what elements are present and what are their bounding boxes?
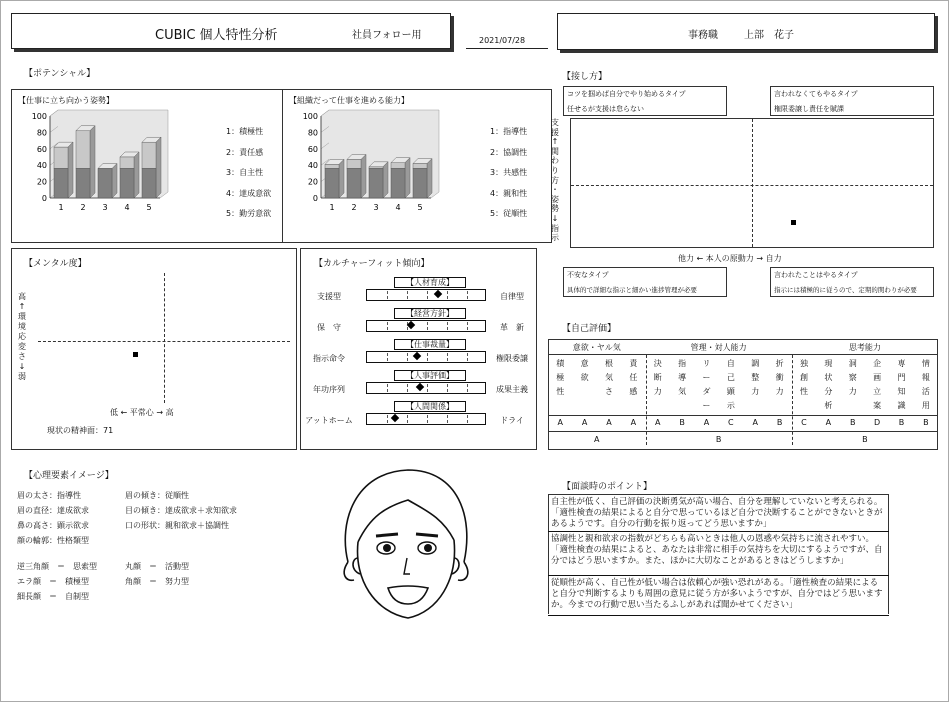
title-box bbox=[11, 13, 451, 49]
chart2-ytick: 0 bbox=[312, 194, 318, 203]
chart2-xtick: 4 bbox=[395, 203, 401, 212]
self-eval-item-char: 導 bbox=[678, 373, 687, 382]
self-eval-grade: A bbox=[752, 418, 758, 427]
chart1-bar bbox=[54, 147, 68, 168]
self-eval-item-char: 創 bbox=[799, 373, 808, 382]
chart1-xtick: 1 bbox=[58, 203, 64, 212]
axis-char: 姿 bbox=[551, 194, 559, 204]
culture-tick bbox=[467, 291, 468, 299]
culture-scale bbox=[366, 351, 486, 363]
self-eval-item-char: 整 bbox=[751, 373, 760, 382]
psych-item: 目の傾き：達成欲求＋求知欲求 bbox=[125, 506, 237, 515]
approach-tl-box bbox=[563, 86, 727, 116]
interview-section-title: 【面談時のポイント】 bbox=[562, 482, 653, 492]
mental-status: 現状の精神面：71 bbox=[47, 426, 114, 435]
page-title: CUBIC 個人特性分析 bbox=[155, 28, 278, 43]
chart1-ytick: 0 bbox=[41, 194, 47, 203]
self-eval-item-char: 察 bbox=[848, 373, 857, 382]
chart1-ytick: 60 bbox=[36, 144, 47, 154]
psych-item: 眉の傾き：従順性 bbox=[125, 491, 189, 500]
culture-marker bbox=[391, 414, 399, 422]
chart2-xtick: 2 bbox=[351, 203, 357, 212]
culture-left-label: 支援型 bbox=[317, 292, 341, 301]
culture-left-label: 指示命令 bbox=[313, 354, 345, 363]
self-eval-item-char: 力 bbox=[751, 387, 760, 396]
self-eval-group: 管理・対人能力 bbox=[690, 343, 747, 352]
approach-br-desc: 指示には積極的に従うので、定期的関わりが必要 bbox=[774, 286, 917, 294]
culture-category: 【経営方針】 bbox=[394, 308, 466, 319]
chart2-bar-side bbox=[339, 159, 344, 198]
self-eval-item-char: 力 bbox=[775, 387, 784, 396]
self-eval-grade: B bbox=[898, 418, 905, 427]
culture-tick bbox=[387, 384, 388, 392]
chart2-bar-base bbox=[347, 168, 361, 198]
self-eval-item-char: 己 bbox=[726, 373, 735, 382]
axis-char: ↓ bbox=[551, 213, 559, 223]
chart1-ytick: 80 bbox=[36, 128, 47, 138]
culture-tick bbox=[447, 384, 448, 392]
person-name: 上部 花子 bbox=[744, 30, 794, 41]
chart-organization bbox=[295, 106, 445, 218]
axis-char: 指 bbox=[551, 223, 559, 233]
axis-char: 示 bbox=[551, 233, 559, 243]
self-eval-item-char: 気 bbox=[604, 373, 613, 382]
chart-attitude bbox=[24, 106, 174, 218]
approach-bl-title: 不安なタイプ bbox=[567, 271, 609, 279]
psych-item: エラ顔 ＝ 積極型 bbox=[17, 577, 89, 586]
self-eval-item-char: 情 bbox=[921, 359, 930, 368]
chart1-bar-base bbox=[120, 168, 134, 198]
culture-scale bbox=[366, 413, 486, 425]
chart1-bar-side bbox=[112, 163, 117, 198]
culture-right-label: ドライ bbox=[500, 416, 524, 425]
approach-v-axis bbox=[752, 119, 753, 247]
axis-char: 勢 bbox=[551, 204, 559, 214]
self-eval-item-char: 顕 bbox=[726, 387, 735, 396]
axis-char: ↑ bbox=[551, 137, 559, 147]
culture-tick bbox=[387, 353, 388, 361]
chart2-xtick: 1 bbox=[329, 203, 335, 212]
self-eval-item-char: 独 bbox=[799, 359, 808, 368]
self-eval-grade: B bbox=[849, 418, 856, 427]
self-eval-item-char: 知 bbox=[897, 387, 906, 396]
chart1-ytick: 20 bbox=[36, 177, 47, 187]
self-eval-item-char: 用 bbox=[921, 401, 930, 410]
self-eval-item-char: 現 bbox=[824, 359, 833, 368]
culture-tick bbox=[427, 384, 428, 392]
self-eval-group-grade: B bbox=[862, 435, 868, 444]
self-eval-item-char: 決 bbox=[653, 359, 662, 368]
self-eval-group: 意欲・ヤル気 bbox=[572, 343, 621, 352]
chart1-bar-base bbox=[98, 168, 112, 198]
self-eval-grade: D bbox=[873, 418, 881, 427]
chart2-bar bbox=[325, 164, 339, 168]
self-eval-item-char: 欲 bbox=[580, 373, 589, 382]
chart2-ytick: 20 bbox=[307, 177, 318, 187]
self-eval-item-char: 性 bbox=[556, 387, 565, 396]
chart1-xtick: 2 bbox=[80, 203, 86, 212]
psych-item: 角顔 ＝ 努力型 bbox=[125, 577, 189, 586]
face-eyebrows bbox=[376, 534, 438, 536]
face-nose bbox=[404, 558, 410, 574]
self-eval-item-char: 報 bbox=[921, 373, 930, 382]
psych-item: 眉の直径：達成欲求 bbox=[17, 506, 89, 515]
self-eval-item-char: 積 bbox=[556, 359, 565, 368]
psych-item: 丸顔 ＝ 活動型 bbox=[125, 562, 189, 571]
chart2-title: 【組織だって仕事を進める能力】 bbox=[289, 96, 409, 105]
culture-category: 【人事評価】 bbox=[394, 370, 466, 381]
axis-char: 方 bbox=[551, 175, 559, 185]
self-eval-item-char: 折 bbox=[775, 359, 784, 368]
self-eval-item-char: 指 bbox=[678, 359, 687, 368]
psych-right-list bbox=[125, 488, 237, 533]
face-mouth bbox=[388, 586, 428, 604]
self-eval-item-char: 意 bbox=[580, 359, 589, 368]
mental-marker bbox=[133, 352, 138, 357]
self-eval-item-char: 門 bbox=[897, 373, 906, 382]
self-eval-grade: C bbox=[728, 418, 734, 427]
axis-char: 弱 bbox=[18, 372, 26, 381]
culture-tick bbox=[387, 415, 388, 423]
approach-tl-title: コツを掴めば自分でやり始めるタイプ bbox=[567, 90, 686, 98]
approach-bl-box bbox=[563, 267, 727, 297]
chart1-bar-base bbox=[54, 168, 68, 198]
self-eval-item-char: 識 bbox=[897, 401, 906, 410]
self-eval-item-char: さ bbox=[604, 387, 613, 396]
culture-category: 【人間関係】 bbox=[394, 401, 466, 412]
chart2-xtick: 3 bbox=[373, 203, 379, 212]
self-eval-grade: A bbox=[557, 418, 563, 427]
legend-item: 4：達成意欲 bbox=[226, 188, 272, 198]
chart2-ytick: 80 bbox=[307, 128, 318, 138]
culture-tick bbox=[387, 291, 388, 299]
culture-category: 【仕事裁量】 bbox=[394, 339, 466, 350]
mental-v-axis bbox=[164, 273, 165, 403]
self-eval-grade: A bbox=[825, 418, 832, 427]
self-eval-item-char: 力 bbox=[848, 387, 857, 396]
interview-point: 自主性が低く、自己評価の決断勇気が高い場合、自分を理解していないと考えられる。「適性検査の結果によると自分で思っているほど自分で決断することができないときがあるようです。自分の行動を振り返ってどう思いますか」 bbox=[548, 495, 889, 532]
self-eval-item-char: ダ bbox=[702, 387, 711, 396]
face-outline bbox=[353, 540, 459, 618]
chart1-bar-side bbox=[90, 126, 95, 198]
axis-char: ↑ bbox=[18, 302, 26, 311]
approach-tr-title: 言われなくてもやるタイプ bbox=[774, 90, 858, 98]
axis-char: 援 bbox=[551, 127, 559, 137]
self-eval-item-char: 企 bbox=[873, 359, 882, 368]
self-eval-grade: B bbox=[679, 418, 685, 427]
approach-x-axis: 他力 ← 本人の原動力 → 自力 bbox=[678, 254, 782, 263]
legend-item: 1：積極性 bbox=[226, 127, 264, 136]
self-eval-item-char: 活 bbox=[921, 387, 930, 396]
chart2-bar-base bbox=[369, 168, 383, 198]
approach-h-axis bbox=[571, 185, 933, 186]
culture-tick bbox=[407, 384, 408, 392]
culture-tick bbox=[387, 322, 388, 330]
psych-section-title: 【心理要素イメージ】 bbox=[24, 471, 114, 481]
culture-tick bbox=[447, 291, 448, 299]
self-eval-item-char: 状 bbox=[824, 373, 833, 382]
culture-left-label: 年功序列 bbox=[313, 385, 345, 394]
chart2-legend bbox=[490, 126, 527, 229]
culture-tick bbox=[427, 415, 428, 423]
self-eval-item-char: 調 bbox=[751, 359, 760, 368]
chart2-ytick: 60 bbox=[307, 144, 318, 154]
culture-tick bbox=[407, 415, 408, 423]
chart2-ytick: 40 bbox=[307, 161, 318, 171]
psych-item: 口の形状：親和欲求＋協調性 bbox=[125, 521, 229, 530]
culture-marker bbox=[412, 352, 420, 360]
axis-char: 関 bbox=[551, 146, 559, 156]
self-eval-grade: A bbox=[630, 418, 637, 427]
approach-br-title: 言われたことはやるタイプ bbox=[774, 271, 858, 279]
chart2-bar-side bbox=[427, 159, 432, 198]
self-eval-rule bbox=[548, 415, 938, 416]
dept-label: 事務職 bbox=[688, 30, 718, 41]
chart2-bar-side bbox=[383, 162, 388, 198]
axis-char: 境 bbox=[18, 322, 26, 331]
axis-char: 変 bbox=[18, 342, 26, 351]
legend-item: 3：自主性 bbox=[226, 168, 264, 177]
self-eval-item-char: ー bbox=[702, 373, 711, 382]
culture-marker bbox=[434, 290, 442, 298]
date-field bbox=[466, 34, 548, 49]
psych-item: 顔の輪郭：性格類型 bbox=[17, 536, 89, 545]
self-eval-item-char: 性 bbox=[799, 387, 808, 396]
self-eval-group: 思考能力 bbox=[848, 343, 881, 352]
self-eval-item-char: ー bbox=[702, 401, 711, 410]
mental-x-axis: 低 ← 平常心 → 高 bbox=[110, 408, 174, 417]
legend-item: 1：指導性 bbox=[490, 127, 528, 136]
axis-char: 高 bbox=[18, 292, 26, 301]
date-value: 2021/07/28 bbox=[479, 36, 526, 45]
culture-tick bbox=[427, 353, 428, 361]
chart2-bar-side bbox=[361, 154, 366, 198]
self-eval-item-char: 専 bbox=[897, 359, 906, 368]
culture-scale bbox=[366, 382, 486, 394]
legend-item: 5：勤労意欲 bbox=[226, 209, 272, 218]
approach-section-title: 【接し方】 bbox=[562, 72, 608, 82]
self-eval-item-char: 析 bbox=[824, 401, 833, 410]
self-eval-item-char: 分 bbox=[824, 387, 833, 396]
culture-marker bbox=[416, 383, 424, 391]
self-eval-item-char: 極 bbox=[556, 373, 565, 382]
culture-right-label: 権限委譲 bbox=[496, 354, 528, 363]
culture-tick bbox=[407, 353, 408, 361]
chart2-bar bbox=[413, 164, 427, 169]
chart2-bar-base bbox=[325, 168, 339, 198]
legend-item: 2：協調性 bbox=[490, 147, 528, 157]
axis-char: ↓ bbox=[18, 362, 26, 371]
approach-bl-desc: 具体的で詳細な指示と細かい進捗管理が必要 bbox=[567, 286, 697, 294]
chart1-ytick: 40 bbox=[36, 161, 47, 171]
approach-tr-box bbox=[770, 86, 934, 116]
approach-tr-desc: 権限委譲し責任を賦課 bbox=[774, 105, 844, 113]
self-eval-grade: C bbox=[801, 418, 807, 427]
psych-item: 眉の太さ：指導性 bbox=[17, 491, 81, 500]
chart2-xtick: 5 bbox=[417, 203, 423, 212]
axis-char: 環 bbox=[18, 312, 26, 321]
person-box bbox=[557, 13, 935, 50]
approach-y-axis bbox=[550, 118, 560, 243]
self-eval-item-char: 感 bbox=[629, 387, 638, 396]
chart1-bar bbox=[142, 142, 156, 168]
potential-section-title: 【ポテンシャル】 bbox=[24, 69, 96, 79]
self-eval-item-char: 立 bbox=[873, 387, 882, 396]
approach-grid bbox=[570, 118, 934, 248]
psych-left-list bbox=[17, 488, 89, 548]
chart1-bar-side bbox=[68, 142, 73, 198]
legend-item: 5：従順性 bbox=[490, 209, 528, 218]
self-eval-group-grade: B bbox=[715, 435, 722, 444]
self-eval-grade: A bbox=[703, 418, 710, 427]
approach-tl-desc: 任せるが支援は怠らない bbox=[567, 105, 644, 113]
self-eval-grade: B bbox=[776, 418, 783, 427]
chart2-bar-base bbox=[413, 168, 427, 198]
self-eval-rule bbox=[548, 354, 938, 355]
self-eval-item-char: 力 bbox=[653, 387, 662, 396]
chart1-bar-side bbox=[134, 152, 139, 198]
culture-tick bbox=[467, 415, 468, 423]
axis-char: 支 bbox=[551, 118, 559, 127]
legend-item: 2：責任感 bbox=[226, 147, 264, 157]
self-eval-item-char: 示 bbox=[726, 401, 735, 410]
potential-divider bbox=[282, 89, 283, 243]
culture-right-label: 成果主義 bbox=[496, 385, 528, 394]
self-eval-item-char: 断 bbox=[653, 373, 662, 382]
axis-char: り bbox=[551, 165, 559, 175]
culture-left-label: 保 守 bbox=[317, 323, 341, 332]
axis-char: ・ bbox=[551, 185, 559, 195]
chart1-xtick: 5 bbox=[146, 203, 152, 212]
culture-tick bbox=[427, 322, 428, 330]
culture-tick bbox=[407, 291, 408, 299]
self-eval-item-char: 気 bbox=[678, 387, 687, 396]
mental-y-axis bbox=[16, 292, 28, 382]
face-illustration bbox=[330, 462, 480, 632]
self-eval-section-title: 【自己評価】 bbox=[562, 324, 617, 334]
culture-tick bbox=[447, 353, 448, 361]
culture-tick bbox=[447, 415, 448, 423]
self-eval-item-char: 画 bbox=[873, 373, 882, 382]
culture-section-title: 【カルチャーフィット傾向】 bbox=[314, 259, 430, 269]
chart1-bar-base bbox=[142, 168, 156, 198]
chart1-bar bbox=[120, 157, 134, 168]
culture-tick bbox=[467, 384, 468, 392]
face-eyes bbox=[377, 542, 436, 554]
culture-left-label: アットホーム bbox=[305, 416, 353, 425]
self-eval-grade: A bbox=[606, 418, 612, 427]
chart2-bar-side bbox=[405, 158, 410, 198]
self-eval-grade: A bbox=[581, 418, 588, 427]
chart1-xtick: 4 bbox=[124, 203, 130, 212]
mental-section-title: 【メンタル度】 bbox=[24, 259, 87, 269]
culture-scale bbox=[366, 320, 486, 332]
approach-br-box bbox=[770, 267, 934, 297]
culture-right-label: 自律型 bbox=[500, 292, 524, 301]
self-eval-item-char: 衝 bbox=[775, 373, 784, 382]
axis-char: わ bbox=[551, 156, 559, 166]
chart2-ytick: 100 bbox=[302, 112, 318, 121]
self-eval-rule bbox=[548, 431, 938, 432]
psych-types-left bbox=[17, 559, 97, 604]
chart1-bar-side bbox=[156, 137, 161, 198]
self-eval-item-char: 自 bbox=[726, 359, 735, 368]
chart1-title: 【仕事に立ち向かう姿勢】 bbox=[18, 96, 114, 105]
culture-tick bbox=[427, 291, 428, 299]
chart2-bar bbox=[347, 159, 361, 168]
chart2-bar bbox=[391, 163, 405, 169]
psych-types-right bbox=[125, 559, 189, 589]
self-eval-item-char: 案 bbox=[873, 401, 882, 410]
self-eval-item-char: 責 bbox=[629, 359, 638, 368]
mental-h-axis bbox=[38, 341, 290, 342]
psych-item: 鼻の高さ：顕示欲求 bbox=[17, 521, 89, 530]
axis-char: さ bbox=[18, 352, 26, 361]
page-subtitle: 社員フォロー用 bbox=[352, 30, 422, 41]
legend-item: 3：共感性 bbox=[490, 168, 528, 177]
self-eval-item-char: 根 bbox=[604, 359, 613, 368]
axis-char: 応 bbox=[18, 332, 26, 341]
psych-item: 逆三角顔 ＝ 思索型 bbox=[17, 562, 97, 571]
chart1-ytick: 100 bbox=[31, 112, 47, 121]
culture-right-label: 革 新 bbox=[500, 323, 524, 332]
interview-point: 協調性と親和欲求の指数がどちらも高いときは他人の恩惑や気持ちに流されやすい。「適性検査の結果によると、あなたは非常に相手の気持ちを大切にするようですが、自分ではどう思いますか。また、ほかに大切なことがあるときはどうしますか」 bbox=[548, 532, 889, 576]
self-eval-group-grade: A bbox=[594, 435, 600, 444]
culture-tick bbox=[447, 322, 448, 330]
chart1-bar-base bbox=[76, 168, 90, 198]
self-eval-item-char: 任 bbox=[629, 373, 638, 382]
self-eval-item-char: 洞 bbox=[848, 359, 857, 368]
approach-marker bbox=[791, 220, 796, 225]
self-eval-grade: A bbox=[654, 418, 661, 427]
self-eval-item-char: リ bbox=[702, 359, 711, 368]
chart1-bar bbox=[76, 131, 90, 169]
culture-scale bbox=[366, 289, 486, 301]
self-eval-grade: B bbox=[923, 418, 929, 427]
chart1-xtick: 3 bbox=[102, 203, 108, 212]
psych-item: 細長顔 ＝ 自制型 bbox=[17, 592, 89, 601]
interview-point: 従順性が高く、自己性が低い場合は依頼心が強い恐れがある。「適性検査の結果によると自分で判断するよりも周囲の意見に従う方が多いようですが、自分ではどう思いますか。今までの行動で思い当たるふしがあれば聞かせてください」 bbox=[548, 576, 889, 616]
culture-tick bbox=[467, 353, 468, 361]
chart1-legend bbox=[226, 126, 271, 229]
legend-item: 4：親和性 bbox=[490, 188, 528, 198]
chart2-bar-base bbox=[391, 168, 405, 198]
mental-grid bbox=[38, 273, 290, 403]
culture-category: 【人材育成】 bbox=[394, 277, 466, 288]
culture-tick bbox=[467, 322, 468, 330]
